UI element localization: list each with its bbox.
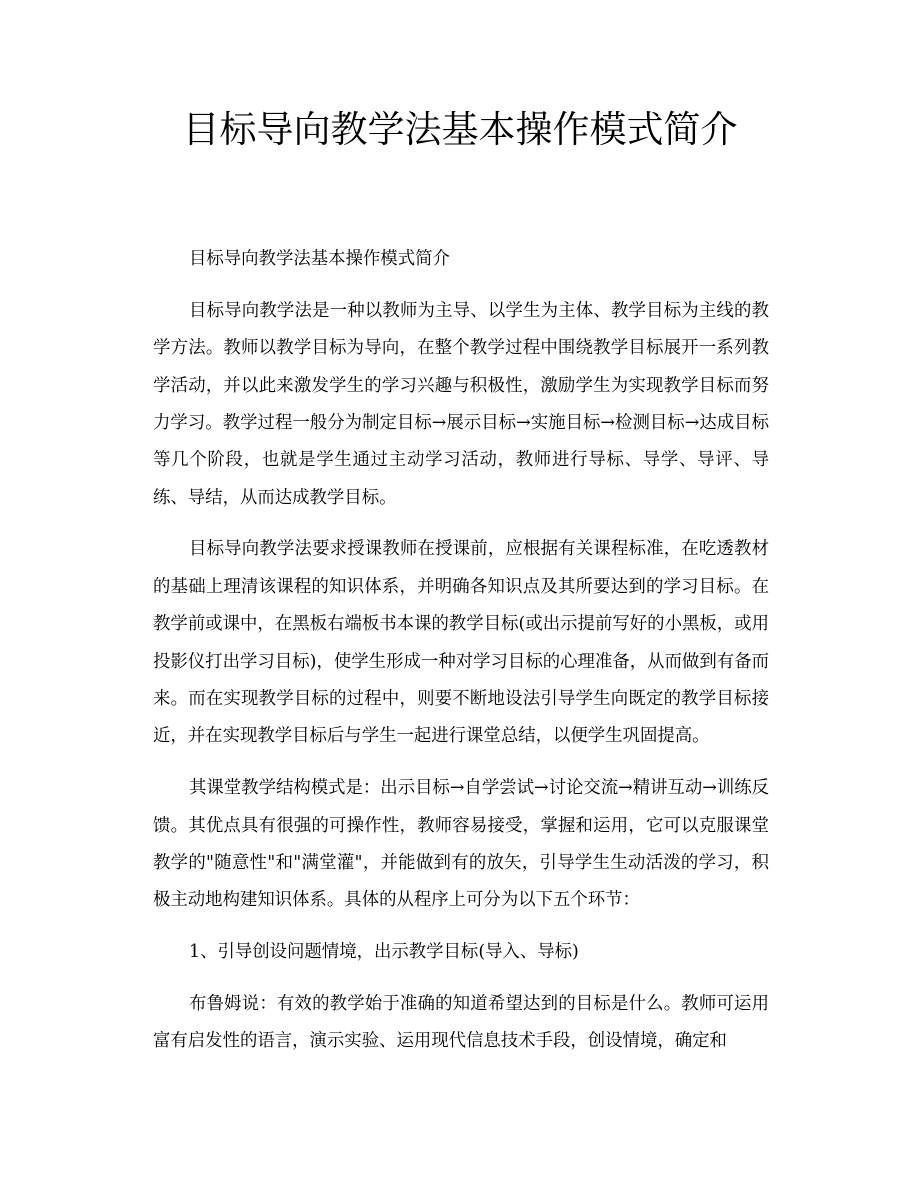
paragraph-subtitle: 目标导向教学法基本操作模式简介 bbox=[189, 249, 450, 269]
paragraph-intro: 目标导向教学法是一种以教师为主导、以学生为主体、教学目标为主线的教学方法。教师以教学目标为导向，在整个教学过程中围绕教学目标展开一系列教学活动，并以此来激发学生的学习兴趣与积极性，激励学生为实现教学目标而努力学习。教学过程一般分为制定目标→展示目标→实施目标→检测目标→达成目标等几个阶段，也就是学生通过主动学习活动，教师进行导标、导学、导评、导练、导结，从而达成教学目标。 bbox=[153, 300, 769, 508]
document-body bbox=[153, 241, 769, 1075]
paragraph-requirements: 目标导向教学法要求授课教师在授课前，应根据有关课程标准，在吃透教材的基础上理清该课程的知识体系，并明确各知识点及其所要达到的学习目标。在教学前或课中，在黑板右端板书本课的教学目标(或出示提前写好的小黑板，或用投影仪打出学习目标)，使学生形成一种对学习目标的心理准备，从而做到有备而来。而在实现教学目标的过程中，则要不断地设法引导学生向既定的教学目标接近，并在实现教学目标后与学生一起进行课堂总结，以便学生巩固提高。 bbox=[153, 539, 769, 747]
paragraph-bloom-quote: 布鲁姆说：有效的教学始于准确的知道希望达到的目标是什么。教师可运用富有启发性的语言，演示实验、运用现代信息技术手段，创设情境，确定和 bbox=[153, 993, 769, 1052]
document-title: 目标导向教学法基本操作模式简介 bbox=[182, 108, 738, 151]
paragraph-step-1-heading: 1、引导创设问题情境，出示教学目标(导入、导标) bbox=[189, 942, 579, 963]
paragraph-structure: 其课堂教学结构模式是：出示目标→自学尝试→讨论交流→精讲互动→训练反馈。其优点具有很强的可操作性，教师容易接受，掌握和运用，它可以克服课堂教学的"随意性"和"满堂灌"，并能做到有的放矢，引导学生生动活泼的学习，积极主动地构建知识体系。具体的从程序上可分为以下五个环节： bbox=[153, 778, 770, 911]
